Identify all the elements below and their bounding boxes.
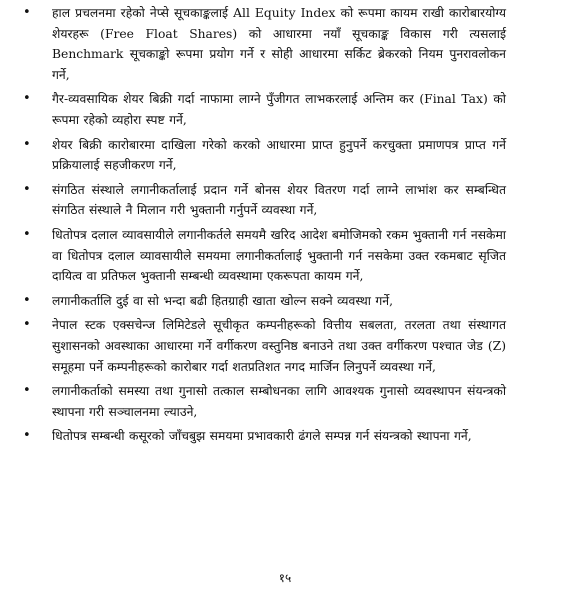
list-item xyxy=(20,315,506,377)
list-item-text: शेयर बिक्री कारोबारमा दाखिला गरेको करको आधारमा प्राप्त हुनुपर्ने करचुक्ता प्रमाणपत्र प्राप्त गर्ने प्रक्रियालाई सहजीकरण गर्ने, xyxy=(52,137,506,173)
page-number: १५ xyxy=(278,571,292,585)
list-item xyxy=(20,135,506,176)
list-item-text: हाल प्रचलनमा रहेको नेप्से सूचकाङ्कलाई All Equity Index को रूपमा कायम राखी कारोबारयोग्य शेयरहरू (Free Float Shares) को आधारमा नयाँ सूचकाङ्क विकास गरी त्यसलाई Benchmark सूचकाङ्को रूपमा प्रयोग गर्ने र सोही आधारमा सर्किट ब्रेकरको नियम पुनरावलोकन गर्ने, xyxy=(52,6,506,82)
bullet-marker: • xyxy=(23,226,31,242)
list-item-text: नेपाल स्टक एक्सचेन्ज लिमिटेडले सूचीकृत कम्पनीहरूको वित्तीय सबलता, तरलता तथा संस्थागत सुशासनको अवस्थाका आधारमा गर्ने वर्गीकरण वस्तुनिष्ठ बनाउने तथा उक्त वर्गीकरण पश्चात जेड (Z) समूहमा पर्ने कम्पनीहरूको कारोबार गर्दा शतप्रतिशत नगद मार्जिन लिनुपर्ने व्यवस्था गर्ने, xyxy=(52,318,506,374)
bullet-marker: • xyxy=(23,292,31,308)
list-item-text: लगानीकर्तालि दुई वा सो भन्दा बढी हितग्राही खाता खोल्न सक्ने व्यवस्था गर्ने, xyxy=(52,293,393,308)
list-item xyxy=(20,381,506,422)
list-item-text: धितोपत्र दलाल व्यावसायीले लगानीकर्तले समयमै खरिद आदेश बमोजिमको रकम भुक्तानी गर्न नसकेमा वा धितोपत्र दलाल व्यावसायीले समयमा लगानीकर्तालाई भुक्तानी गर्न नसकेमा उक्त रकमबाट सृजित दायित्व वा प्रतिफल भुक्तानी सम्बन्धी व्यवस्थामा एकरूपता कायम गर्ने, xyxy=(52,227,506,284)
list-item-text: गैर-व्यवसायिक शेयर बिक्री गर्दा नाफामा लाग्ने पुँजीगत लाभकरलाई अन्तिम कर (Final Tax) को रूपमा रहेको व्यहोरा स्पष्ट गर्ने, xyxy=(52,92,506,127)
list-item xyxy=(20,3,506,85)
list-item xyxy=(20,225,506,287)
bullet-marker: • xyxy=(23,5,31,20)
list-item-text: लगानीकर्ताको समस्या तथा गुनासो तत्काल सम्बोधनका लागि आवश्यक गुनासो व्यवस्थापन संयन्त्रको स्थापना गरी सञ्चालनमा ल्याउने, xyxy=(52,384,506,419)
list-item xyxy=(20,180,506,221)
bullet-marker: • xyxy=(23,317,31,333)
bullet-list xyxy=(20,3,506,451)
list-item-text: धितोपत्र सम्बन्धी कसूरको जाँचबुझ समयमा प्रभावकारी ढंगले सम्पन्न गर्न संयन्त्रको स्थापना गर्ने, xyxy=(52,429,472,444)
bullet-marker: • xyxy=(23,91,31,107)
list-item xyxy=(20,291,506,312)
bullet-marker: • xyxy=(23,181,31,197)
bullet-marker: • xyxy=(23,136,31,152)
list-item-text: संगठित संस्थाले लगानीकर्तालाई प्रदान गर्ने बोनस शेयर वितरण गर्दा लाग्ने लाभांश कर सम्बन्धित संगठित संस्थाले नै मिलान गरी भुक्तानी गर्नुपर्ने व्यवस्था गर्ने, xyxy=(52,182,506,218)
list-item xyxy=(20,89,506,130)
bullet-marker: • xyxy=(23,428,31,444)
bullet-marker: • xyxy=(23,383,31,399)
list-item xyxy=(20,426,506,447)
